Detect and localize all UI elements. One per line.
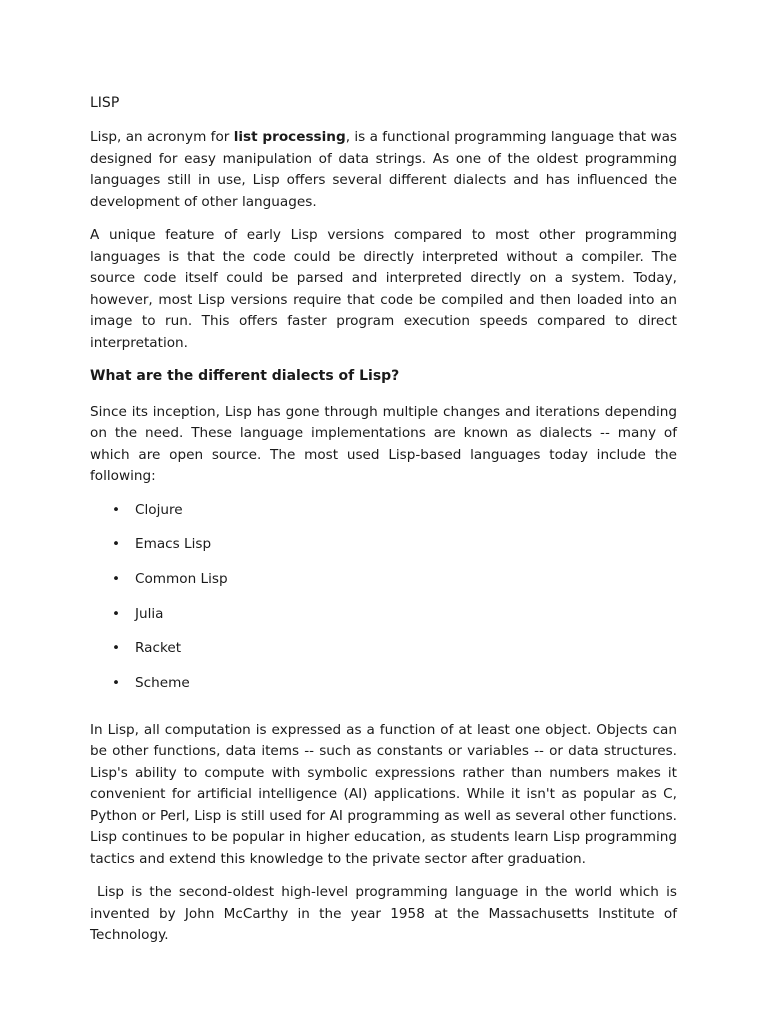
dialects-list — [90, 500, 677, 708]
history-text: Lisp is the second-oldest high-level programming language in the world which is invented by John McCarthy in the year 1958 at the Massachusetts Institute of Technology. — [90, 884, 677, 944]
dialect-label: Emacs Lisp — [135, 536, 212, 553]
bullet-icon: • — [112, 605, 121, 622]
dialect-label: Common Lisp — [135, 570, 228, 587]
list-item — [90, 569, 677, 604]
list-item — [90, 534, 677, 569]
list-item — [90, 500, 677, 535]
dialect-label: Scheme — [135, 674, 190, 691]
dialect-label: Clojure — [135, 501, 183, 518]
bullet-icon: • — [112, 640, 121, 657]
document-page — [90, 92, 677, 959]
bullet-icon: • — [112, 570, 121, 587]
bullet-icon: • — [112, 674, 121, 691]
list-item — [90, 673, 677, 708]
document-title: LISP — [90, 95, 120, 111]
list-item — [90, 604, 677, 639]
paragraph-early-versions: A unique feature of early Lisp versions compared to most other programming languages is that the code could be directly interpreted without a compiler. The source code itself could be parsed and interpreted directly on a system. Today, however, most Lisp versions require that code be compiled and then loaded into an image to run. This offers faster program execution speeds compared to direct interpretation. — [90, 227, 677, 351]
list-item — [90, 638, 677, 673]
dialect-label: Racket — [135, 640, 182, 657]
bullet-icon: • — [112, 536, 121, 553]
dialects-heading: What are the different dialects of Lisp? — [90, 368, 400, 384]
bullet-icon: • — [112, 501, 121, 518]
intro-text-before: Lisp, an acronym for — [90, 129, 234, 145]
intro-text-after: , is a functional programming language that was designed for easy manipulation of data strings. As one of the oldest programming languages still in use, Lisp offers several different dialects and has influenced the development of other languages. — [90, 129, 677, 210]
intro-paragraph — [90, 127, 677, 213]
paragraph-history — [90, 882, 677, 947]
paragraph-dialects-intro: Since its inception, Lisp has gone through multiple changes and iterations depending on the need. These language implementations are known as dialects -- many of which are open source. The most used Lisp-based languages today include the following: — [90, 403, 677, 484]
intro-bold-term: list processing — [233, 129, 346, 145]
dialect-label: Julia — [135, 605, 164, 622]
paragraph-computation: In Lisp, all computation is expressed as a function of at least one object. Objects can be other functions, data items -- such as constants or variables -- or data structures. Lisp's ability to compute with symbolic expressions rather than numbers makes it convenient for artificial intelligence (AI) applications. While it isn't as popular as C, Python or Perl, Lisp is still used for AI programming as well as several other functions. Lisp continues to be popular in higher education, as students learn Lisp programming tactics and extend this knowledge to the private sector after graduation. — [90, 721, 677, 867]
